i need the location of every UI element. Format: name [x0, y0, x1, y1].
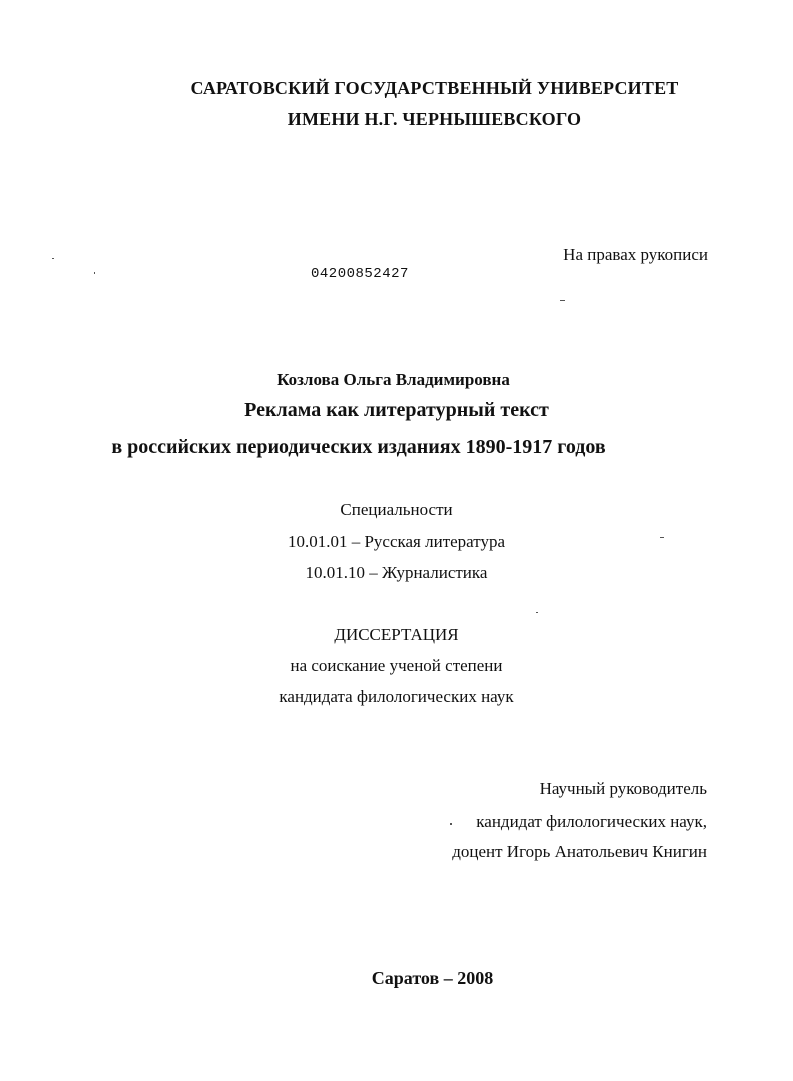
dissertation-degree-line2: кандидата филологических наук [279, 687, 514, 706]
specialty-item: 10.01.10 – Журналистика [305, 563, 488, 582]
scan-speck [94, 272, 95, 274]
university-name-line1: САРАТОВСКИЙ ГОСУДАРСТВЕННЫЙ УНИВЕРСИТЕТ [190, 78, 679, 98]
author-name: Козлова Ольга Владимировна [277, 370, 510, 389]
specialty-item: 10.01.01 – Русская литература [287, 532, 506, 551]
university-name-line2: ИМЕНИ Н.Г. ЧЕРНЫШЕВСКОГО [287, 109, 582, 129]
advisor-label: Научный руководитель [539, 779, 707, 798]
scan-speck [560, 300, 565, 301]
city-year: Саратов – 2008 [371, 968, 494, 988]
scan-speck [536, 612, 538, 613]
scan-speck [450, 823, 452, 825]
advisor-degree: кандидат филологических наук, [476, 812, 707, 831]
document-number: 04200852427 [311, 266, 409, 282]
advisor-name: доцент Игорь Анатольевич Книгин [452, 842, 707, 861]
rights-note: На правах рукописи [563, 245, 708, 264]
dissertation-degree-line1: на соискание ученой степени [290, 656, 503, 675]
scan-speck [52, 258, 54, 259]
specialties-heading: Специальности [340, 500, 453, 519]
title-line1: Реклама как литературный текст [244, 399, 549, 421]
dissertation-heading: ДИССЕРТАЦИЯ [334, 625, 459, 644]
scan-speck [660, 537, 664, 538]
title-line2: в российских периодических изданиях 1890-1917 годов [111, 436, 606, 458]
